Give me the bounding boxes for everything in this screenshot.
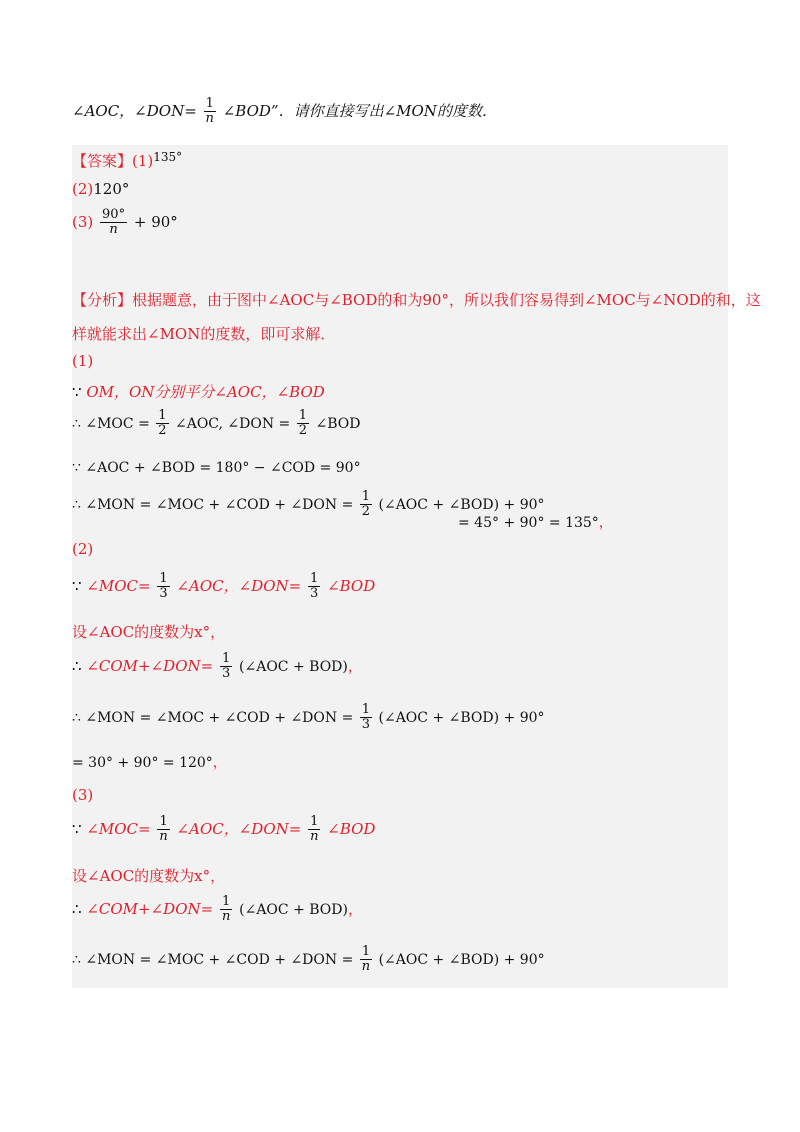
part3-line-1: ∵ ∠MOC= $\frac{1}{n}$ ∠AOC，∠DON= $\frac{1}{n}$ ∠BOD bbox=[72, 814, 376, 845]
answer-line-2: (2)120° bbox=[72, 180, 130, 198]
analysis-line-2: 样就能求出∠MON的度数，即可求解． bbox=[72, 325, 336, 343]
intro-fraction: $\frac{1}{n}$ bbox=[205, 96, 214, 127]
part1-number: (1) bbox=[72, 352, 94, 370]
part3-number: (3) bbox=[72, 786, 94, 804]
intro-text-a: ∠AOC，∠DON= bbox=[72, 101, 197, 120]
answer-line-3: (3) $\frac{90^\circ}{n}$ + 90° bbox=[72, 207, 178, 238]
analysis-line-1: 【分析】根据题意，由于图中∠AOC与∠BOD的和为90°，所以我们容易得到∠MOC与∠NOD的和，这 bbox=[72, 291, 761, 309]
part2-number: (2) bbox=[72, 540, 94, 558]
part1-line-2: ∴ ∠MOC = $\frac{1}{2}$ ∠AOC, ∠DON = $\frac{1}{2}$ ∠BOD bbox=[72, 408, 361, 439]
part2-line-1: ∵ ∠MOC= $\frac{1}{3}$ ∠AOC，∠DON= $\frac{1}{3}$ ∠BOD bbox=[72, 571, 376, 602]
analysis-label: 【分析】 bbox=[72, 291, 133, 309]
intro-line bbox=[72, 97, 497, 127]
part3-line-3: ∴ ∠COM+∠DON= $\frac{1}{n}$ (∠AOC + BOD)， bbox=[72, 894, 363, 925]
part1-line-1: ∵ OM，ON分别平分∠AOC，∠BOD bbox=[72, 383, 325, 401]
part2-line-5: = 30° + 90° = 120°， bbox=[72, 755, 227, 771]
part3-line-2: 设∠AOC的度数为x°， bbox=[72, 867, 226, 885]
part3-line-4: ∴ ∠MON = ∠MOC + ∠COD + ∠DON = $\frac{1}{n}$ (∠AOC + ∠BOD) + 90° bbox=[72, 944, 545, 975]
part2-line-2: 设∠AOC的度数为x°， bbox=[72, 623, 226, 641]
part1-line-4: ∴ ∠MON = ∠MOC + ∠COD + ∠DON = $\frac{1}{2}$ (∠AOC + ∠BOD) + 90° bbox=[72, 489, 545, 520]
answer-line-1: 【答案】$(1)^{135^\circ}$ bbox=[72, 150, 183, 170]
answer-3-fraction: $\frac{90^\circ}{n}$ bbox=[102, 207, 126, 238]
part2-line-3: ∴ ∠COM+∠DON= $\frac{1}{3}$ (∠AOC + BOD)， bbox=[72, 651, 363, 682]
part1-line-5: = 45° + 90° = 135°， bbox=[458, 515, 613, 531]
answer-label: 【答案】 bbox=[72, 152, 133, 170]
answer-block bbox=[72, 145, 728, 988]
intro-text-b: ∠BOD”．请你直接写出∠MON的度数． bbox=[222, 101, 497, 120]
part1-line-3: ∵ ∠AOC + ∠BOD = 180° − ∠COD = 90° bbox=[72, 460, 361, 476]
part2-line-4: ∴ ∠MON = ∠MOC + ∠COD + ∠DON = $\frac{1}{3}$ (∠AOC + ∠BOD) + 90° bbox=[72, 702, 545, 733]
